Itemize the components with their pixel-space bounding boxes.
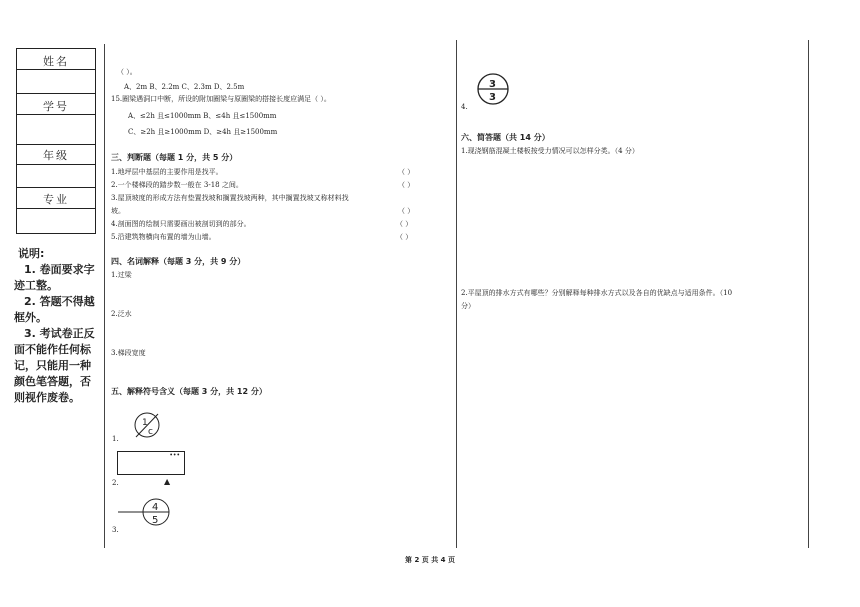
q15-stem: 15.圈梁遇洞口中断，所设的附加圈梁与原圈梁的搭接长度应满足（ ）。 bbox=[111, 95, 331, 103]
info-divider bbox=[17, 208, 95, 209]
info-divider bbox=[17, 69, 95, 70]
symbol-2-box bbox=[117, 451, 185, 475]
q14-tail: （ ）。 bbox=[117, 68, 137, 76]
student-info-box bbox=[16, 48, 96, 234]
answer-paren: （ ） bbox=[396, 233, 413, 241]
short-answer-1: 1.现浇钢筋混凝土楼板按受力情况可以怎样分类。（4 分） bbox=[461, 147, 639, 155]
grade-label: 年级 bbox=[43, 149, 69, 162]
answer-paren: （ ） bbox=[398, 168, 415, 176]
info-divider bbox=[17, 164, 95, 165]
section-4-title: 四、名词解释（每题 3 分，共 9 分） bbox=[111, 257, 246, 266]
symbol-4-top: 3 bbox=[489, 79, 496, 90]
symbol-2-number: 2. bbox=[112, 479, 119, 487]
symbol-4-number: 4. bbox=[461, 103, 468, 111]
tf-question-5: 5.沿建筑物横向布置的墙为山墙。 bbox=[111, 233, 216, 241]
q15-options-cd: C、≥2h 且≥1000mm D、≥4h 且≥1500mm bbox=[128, 128, 278, 136]
section-index-symbol-1 bbox=[132, 406, 166, 440]
triangle-icon: ▲ bbox=[164, 477, 171, 486]
section-6-title: 六、简答题（共 14 分） bbox=[461, 133, 550, 142]
tf-question-1: 1.地坪层中基层的主要作用是找平。 bbox=[111, 168, 223, 176]
info-divider bbox=[17, 144, 95, 145]
short-answer-2-cont: 分） bbox=[461, 302, 475, 310]
symbol-4-bottom: 3 bbox=[489, 92, 496, 103]
term-2: 2.泛水 bbox=[111, 310, 132, 318]
name-label: 姓名 bbox=[43, 55, 69, 68]
column-divider-left bbox=[104, 44, 105, 548]
short-answer-2: 2.平屋顶的排水方式有哪些？分别解释每种排水方式以及各自的优缺点与适用条件。（10 bbox=[461, 289, 733, 297]
notes-title: 说明: bbox=[18, 247, 45, 260]
student-id-label: 学号 bbox=[43, 100, 69, 113]
symbol-2-dots: ••• bbox=[169, 452, 180, 459]
page-number: 第 2 页 共 4 页 bbox=[405, 556, 455, 564]
tf-question-2: 2.一个楼梯段的踏步数一般在 3-18 之间。 bbox=[111, 181, 243, 189]
answer-paren: （ ） bbox=[396, 220, 413, 228]
detail-symbol-4 bbox=[476, 72, 510, 106]
info-divider bbox=[17, 93, 95, 94]
q15-options-ab: A、≤2h 且≤1000mm B、≤4h 且≤1500mm bbox=[128, 112, 277, 120]
symbol-1-number: 1. bbox=[112, 435, 119, 443]
info-divider bbox=[17, 187, 95, 188]
exam-notes bbox=[14, 246, 98, 406]
answer-paren: （ ） bbox=[398, 207, 415, 215]
tf-question-4: 4.剖面图的绘制只需要画出被剖切到的部分。 bbox=[111, 220, 251, 228]
symbol-1-bottom: c bbox=[148, 427, 153, 437]
symbol-3-top: 4 bbox=[152, 502, 159, 513]
symbol-3-bottom: 5 bbox=[152, 515, 159, 526]
symbol-3-number: 3. bbox=[112, 526, 119, 534]
note-item-2: 2. 答题不得越框外。 bbox=[14, 295, 95, 324]
detail-index-symbol-3 bbox=[118, 496, 178, 530]
info-divider bbox=[17, 114, 95, 115]
tf-question-3-cont: 坡。 bbox=[111, 207, 125, 215]
term-1: 1.过梁 bbox=[111, 271, 132, 279]
tf-question-3: 3.屋顶坡度的形成方法有垫置找坡和搁置找坡两种，其中搁置找坡又称材料找 bbox=[111, 194, 349, 202]
column-divider-middle bbox=[456, 40, 457, 548]
q14-options: A、2m B、2.2m C、2.3m D、2.5m bbox=[124, 83, 245, 91]
column-divider-right bbox=[808, 40, 809, 548]
symbol-1-top: 1 bbox=[142, 418, 148, 428]
major-label: 专业 bbox=[43, 193, 69, 206]
section-3-title: 三、判断题（每题 1 分，共 5 分） bbox=[111, 153, 238, 162]
answer-paren: （ ） bbox=[398, 181, 415, 189]
term-3: 3.梯段宽度 bbox=[111, 349, 146, 357]
section-5-title: 五、解释符号含义（每题 3 分，共 12 分） bbox=[111, 387, 267, 396]
note-item-3: 3. 考试卷正反面不能作任何标记，只能用一种颜色笔答题，否则视作废卷。 bbox=[14, 327, 95, 404]
note-item-1: 1. 卷面要求字迹工整。 bbox=[14, 263, 95, 292]
